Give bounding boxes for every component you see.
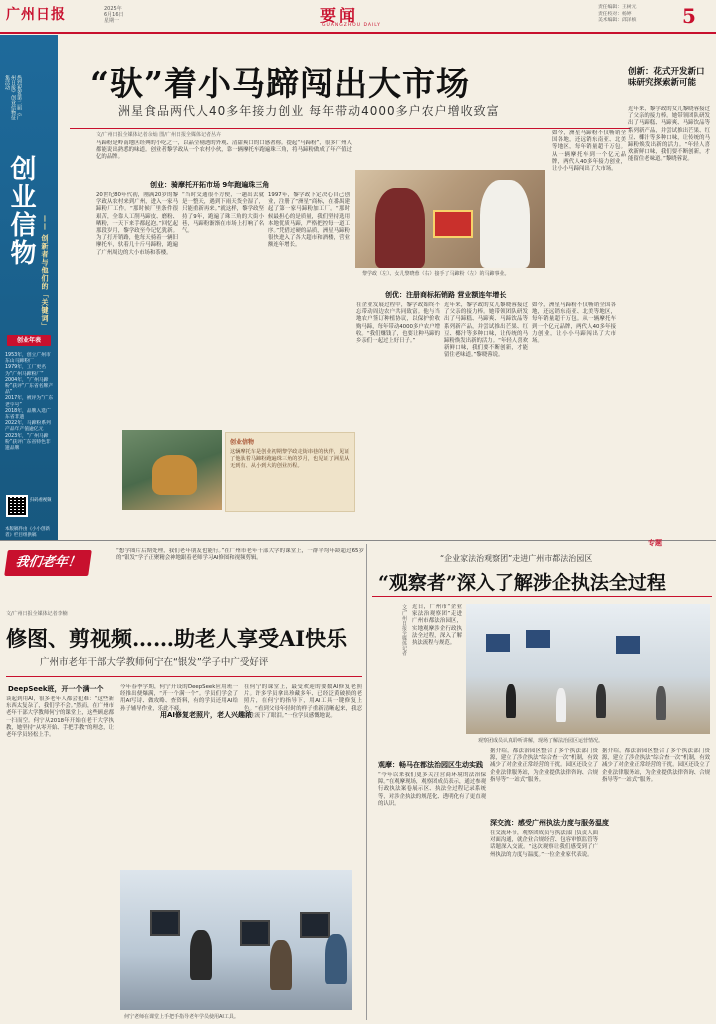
newspaper-logo: 广州日报: [6, 7, 66, 23]
article1-column: 如今，洲星马蹄粉不仅畅销全国各地，还远销东南亚、北美等地区，每年销量超千万包。从一辆摩托车到一个亿元品牌，两代人40多年接力创业，让小小马蹄闯出了大市场。: [552, 130, 626, 173]
timeline-item: 1979年，工厂更名为“广州马蹄粉厂”: [5, 365, 46, 377]
section-subtitle: GUANGZHOU DAILY: [322, 23, 381, 28]
article1-subheadline: 洲星食品两代人40多年接力创业 每年带动4000多户农户增收致富: [118, 104, 500, 118]
qr-caption: 扫码看视频: [30, 498, 52, 503]
feature-tag: 专题: [648, 539, 662, 547]
header-rule: [0, 32, 716, 34]
headline-rule: [70, 128, 630, 129]
computer-monitor: [240, 920, 270, 946]
article1-column: “当时交通很不方便，一趟出去就是一整天，遇到下雨天货全湿了，只能重新再来。”就这样，黎学政坚持了9年，跑遍了珠三角的大街小巷，马蹄粉渐渐在市场上打响了名气。: [182, 192, 264, 235]
article2-section-heading: DeepSeek班，开一个满一个: [8, 685, 104, 693]
column-badge: 我们老年！: [4, 550, 92, 576]
article2-column: 今年春季学期，何宁开设的DeepSeek应用班一经推出便爆满，“开一个满一个”。学员们学会了用AI写诗、做攻略、查资料，有的学员还用AI给孙子辅导作业，乐此不疲。: [120, 684, 238, 712]
sidebar-subtitle: —— 创新者与他们的「关键词」: [41, 215, 50, 331]
article3-kicker: “企业家法治观察团”走进广州市都法治园区: [440, 554, 593, 563]
article1-column: 20世纪80年代初，刚满20岁的黎学政从农村来到广州，进入一家马蹄粉厂工作。“那时候厂里条件很艰苦，全靠人工削马蹄皮、磨粉、晒粉，一天下来手都起泡。”回忆起那段岁月，黎学政至今记忆犹新。为了打开销路，他每天骑着一辆旧摩托车，驮着几十斤马蹄粉，跑遍了广州周边的大小市场和茶楼。: [96, 192, 178, 256]
column-divider: [366, 544, 367, 1020]
display-panel: [616, 636, 640, 654]
article2-section-heading: 用AI修复老照片，老人兴趣浓: [160, 711, 253, 719]
article1-headline: “驮”着小马蹄闯出大市场: [90, 64, 470, 103]
article3-photo-caption: 观察团成员认真聆听讲解，现场了解法治园区运营情况。: [478, 738, 604, 744]
article1-photo: [355, 170, 545, 268]
article3-column: 据介绍，都法治园区整合了多个执法部门资源，建立了涉企执法“综合查一次”机制，有效减少了对企业正常经营的干扰。园区还设立了企业法律服务站，为企业提供法律咨询、合规指导等“一站式”服务。: [490, 748, 598, 783]
display-panel: [526, 630, 550, 648]
quote-body: 这辆摩托车是创业初期黎学政走街串巷的伙伴，见证了他驮着马蹄粉跑遍珠三角的岁月，也见证了洲星从无到有、从小到大的创业历程。: [230, 449, 350, 469]
article3-byline: 文/广州日报全媒体记者: [401, 604, 407, 656]
qr-code-icon[interactable]: [6, 495, 28, 517]
article3-rule: [372, 596, 712, 597]
section-divider: [0, 540, 716, 541]
timeline-item: 1953年，创立广州市东山马蹄粉厂: [5, 353, 51, 365]
article1-side-title: 创新：花式开发新口味研究探索新可能: [628, 67, 705, 88]
timeline-item: 2004年，“广州马蹄粉”获评“广东省名牌产品”: [5, 377, 54, 396]
display-panel: [486, 634, 510, 652]
timeline-stamp: 创业年表: [7, 335, 51, 346]
timeline-item: 2023年，“广州马蹄粉”获评广东省特色非遗品牌: [5, 433, 51, 452]
article1-column: 1997年，黎学政下定决心自己创业，注册了“洲星”商标，在番禺建起了第一家马蹄粉加工厂。“那时候最担心的是质量，我们坚持选用本地优质马蹄，严格把控每一道工序。”凭借过硬的品质，洲星马蹄粉很快进入了各大超市和酒楼，营业额连年增长。: [268, 192, 350, 249]
motorcycle-photo: [122, 430, 222, 510]
person-figure: [375, 188, 425, 268]
article3-lead: 近日，广州市“企业家法治观察团”走进广州市都法治园区，实地观摩涉企行政执法全过程，深入了解执法流程与规范。: [412, 604, 462, 647]
person-figure: [556, 688, 566, 722]
timeline-item: 2022年，马蹄粉系列产品年产值逾亿元: [5, 421, 51, 433]
article2-column: 在何宁的课堂上，最受欢迎的要数AI修复老照片。许多学员拿出珍藏多年、已经泛黄破损的老照片，在何宁的指导下，用AI工具一键修复上色。“看到父母年轻时的样子重新清晰起来，我忍不住流下了眼泪。”一位学员感慨地说。: [244, 684, 362, 719]
section-title: 要闻: [320, 6, 359, 25]
person-figure: [190, 930, 212, 980]
sidebar-panel: [0, 35, 58, 541]
article1-column: 在企业发展过程中，黎学政始终不忘带动周边农户共同致富。他与当地农户签订种植协议，以保护价收购马蹄，每年带动4000多户农户增收。“我们赚钱了，也要让种马蹄的乡亲们一起过上好日子。”: [356, 302, 440, 345]
article2-byline: 文/广州日报全媒体记者李楠: [6, 611, 68, 617]
timeline-item: 2018年，品牌入选广东省非遗: [5, 408, 51, 421]
person-figure: [656, 686, 666, 720]
quote-title: 创业信物: [230, 439, 255, 446]
article1-section-heading: 创优：注册商标拓销路 营业额连年增长: [385, 291, 507, 299]
sidebar-quote: 热烈祝贺第二届《广州日报》创业信物征集活动: [4, 75, 22, 120]
issue-date: 2025年 6月16日 星期一: [104, 6, 124, 24]
person-figure: [506, 684, 516, 718]
article1-quote-box: [225, 432, 355, 512]
article1-column: 近年来，黎学政的女儿黎晓蓉接过了父亲的接力棒。她带领团队研发出了马蹄糕、马蹄爽、马蹄饮品等系列新产品，并尝试推出芒果、红豆、椰汁等多种口味，让传统的马蹄粉焕发出新的活力。“年轻人喜欢新鲜口味，我们要不断创新，才能留住老味道。”黎晓蓉说。: [444, 302, 528, 359]
timeline-item: 2017年，被评为“广东老字号”: [5, 396, 54, 408]
article1-byline: 文/广州日报全媒体记者余灿 图/广州日报全媒体记者丛卉: [96, 132, 221, 138]
article1-section-heading: 创业：骑摩托开拓市场 9年跑遍珠三角: [150, 181, 270, 189]
certificate-plaque: [433, 210, 473, 238]
article2-photo: [120, 870, 352, 1010]
article2-column: 谈起到用AI，很多老年人都会犯难：“这些新东西太复杂了，我们学不会。”然而，在广州市老年干部大学教师何宁的课堂上，这些顾虑都一扫而空。何宁从2018年开始在老干大学执教，她坚持“从零开始、手把手教”的理念，让老年学员轻松上手。: [6, 696, 114, 739]
pony-figure: [152, 455, 197, 495]
article3-column: “今年以来我们更多关注营商环境的法治保障。”在观摩现场，观察团成员表示，通过参观行政执法案卷展示区、执法全过程记录系统等，对涉企执法的规范化、透明化有了更直观的认识。: [378, 772, 486, 807]
page-number: 5: [682, 4, 696, 28]
article3-column: 在交流环节，观察团成员与执法部门负责人面对面沟通，就企业合规经营、包容审慎监管等话题深入交流。“这次观察让我们感受到了广州执法的力度与温度。”一位企业家代表说。: [490, 830, 598, 858]
article3-section-heading: 观摩：畅马在都法治园区生动实践: [378, 761, 483, 769]
article2-headline: 修图、剪视频……助老人享受AI快乐: [6, 626, 348, 651]
sidebar-footnote: 本版稿件由《小小创新者》栏目组供稿: [5, 527, 50, 538]
article3-column: 据介绍，都法治园区整合了多个执法部门资源，建立了涉企执法“综合查一次”机制，有效减少了对企业正常经营的干扰。园区还设立了企业法律服务站，为企业提供法律咨询、合规指导等“一站式”服务。: [602, 748, 710, 783]
computer-monitor: [150, 910, 180, 936]
article1-column: 如今，洲星马蹄粉不仅畅销全国各地，还远销东南亚、北美等地区，每年销量超千万包。从一辆摩托车到一个亿元品牌，两代人40多年接力创业，让小小马蹄闯出了大市场。: [532, 302, 616, 345]
person-figure: [325, 934, 347, 984]
article1-right-column: 近年来，黎学政的女儿黎晓蓉接过了父亲的接力棒。她带领团队研发出了马蹄糕、马蹄爽、马蹄饮品等系列新产品，并尝试推出芒果、红豆、椰汁等多种口味，让传统的马蹄粉焕发出新的活力。“年轻人喜欢新鲜口味，我们要不断创新，才能留住老味道。”黎晓蓉说。: [628, 106, 710, 163]
timeline-list: [5, 353, 55, 452]
article3-headline: “观察者”深入了解涉企执法全过程: [378, 572, 666, 594]
masthead: [6, 4, 124, 30]
article2-photo-caption: 何宁老师在课堂上手把手指导老年学员使用AI工具。: [124, 1014, 239, 1020]
sidebar-title: 创业信物: [6, 155, 36, 267]
person-figure: [480, 180, 530, 268]
editor-credits: 责任编辑：王树元 责任校对：杨婷 美术编辑：邱泽槟: [598, 5, 637, 23]
article1-photo-caption: 黎学政（左）、女儿黎晓蓉（右）接手了马蹄粉（左）的马蹄事业。: [362, 271, 510, 277]
article2-rule: [6, 676, 362, 677]
article2-subheadline: 广州市老年干部大学教师何宁在“银发”学子中广受好评: [40, 657, 269, 668]
article1-lead: 马蹄粉是岭南地区经典的小吃之一，以晶莹剔透的外观、清甜爽口的口感著称。提起“马蹄粉”，很多广州人都能说出熟悉的味道。创业者黎学政从一个农村小伙，靠一辆摩托车跑遍珠三角，将马蹄粉做成了年产值过亿的品牌。: [96, 140, 352, 161]
computer-monitor: [300, 912, 330, 938]
article3-section-heading: 深交流：感受广州执法力度与服务温度: [490, 819, 609, 827]
person-figure: [270, 940, 292, 990]
person-figure: [596, 684, 606, 718]
article3-photo: [466, 604, 710, 734]
article2-lead: “想学图片后期处理，我们老年朋友也能行。”在广州市老年干部大学的课堂上，一群平均年龄超过65岁的“银发”学子正聚精会神地跟着老师学习AI修图和视频剪辑。: [116, 548, 364, 562]
